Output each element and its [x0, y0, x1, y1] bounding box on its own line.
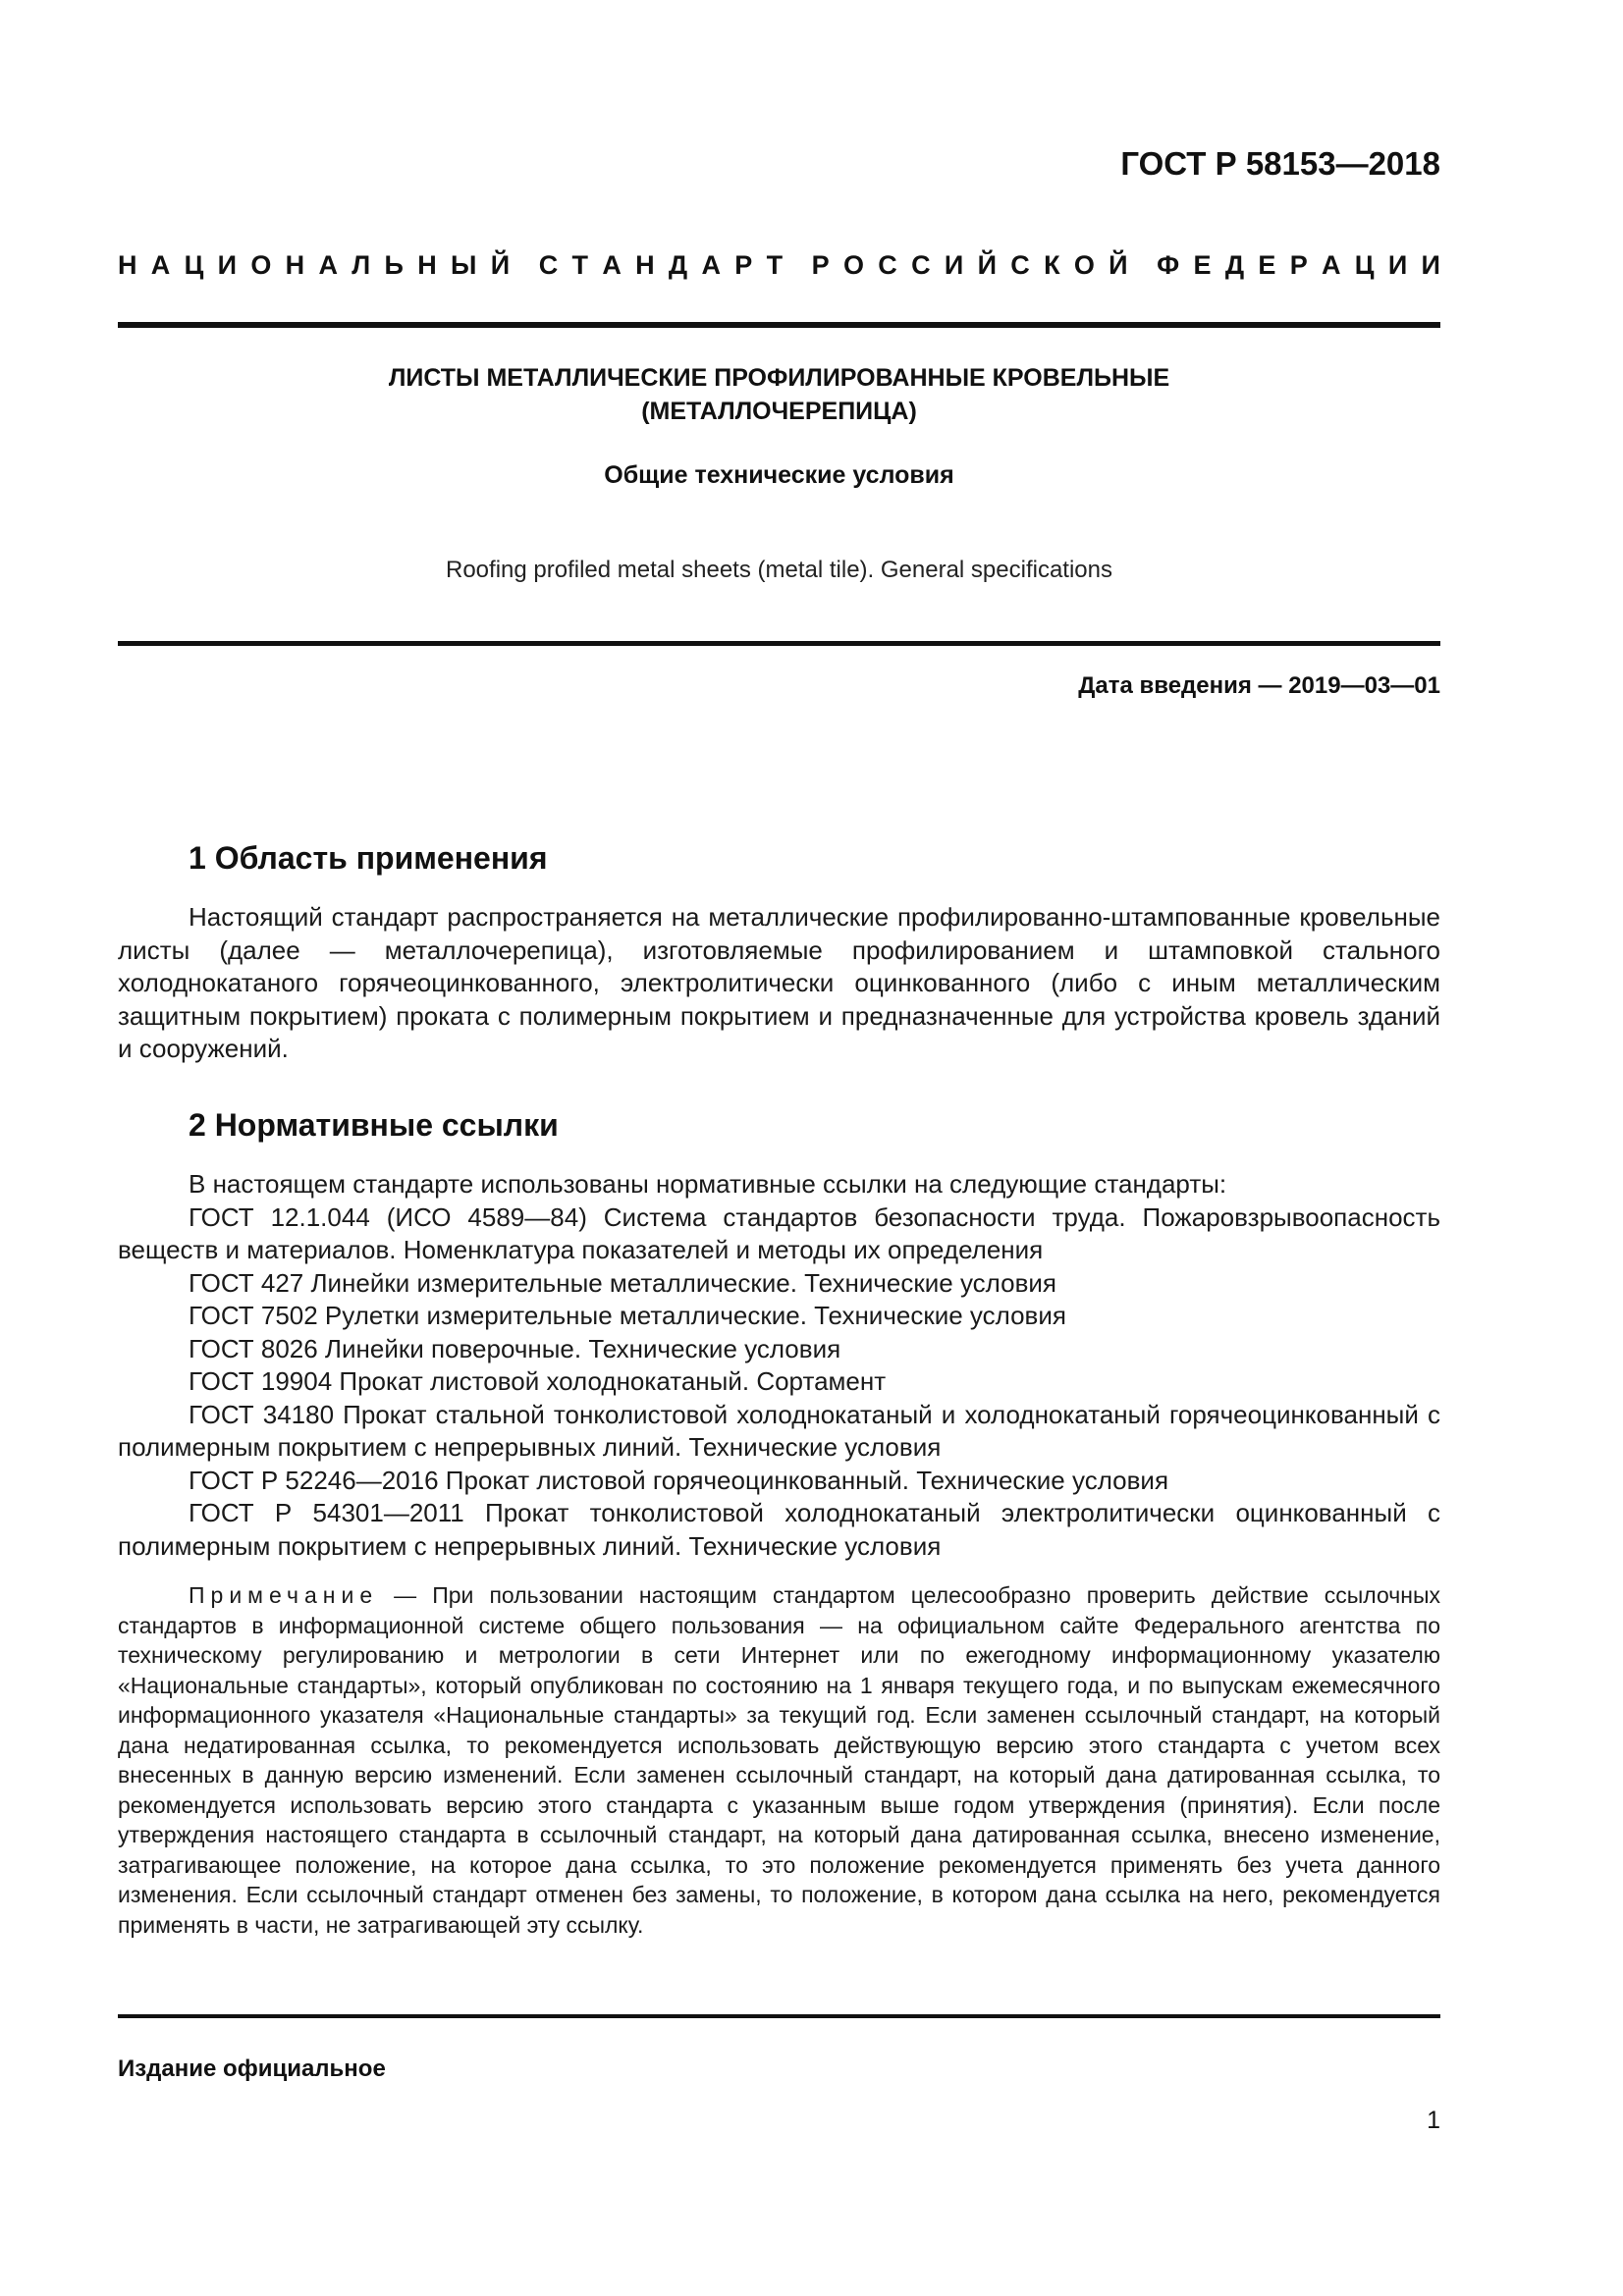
banner-letter: О — [250, 250, 272, 280]
banner-letter: Н — [285, 250, 305, 280]
banner-letter: Е — [1193, 250, 1212, 280]
banner-word-gap — [796, 250, 797, 281]
banner-letter: Ы — [450, 250, 477, 280]
document-page — [118, 0, 1440, 2296]
section-1-heading: 1 Область применения — [189, 840, 548, 876]
banner-word-gap — [1142, 250, 1143, 281]
banner-letter: Р — [1289, 250, 1308, 280]
banner-letter: Ь — [384, 250, 404, 280]
banner-letter: Ф — [1157, 250, 1180, 280]
section-2-paragraph: В настоящем стандарте использованы нормативные ссылки на следующие стандарты: — [189, 1169, 1227, 1199]
document-title — [118, 361, 1440, 428]
edition-label: Издание официальное — [118, 2056, 386, 2082]
banner-letter: Т — [571, 250, 589, 280]
section-2-heading: 2 Нормативные ссылки — [189, 1107, 559, 1143]
reference-item: ГОСТ 7502 Рулетки измерительные металлические. Технические условия — [189, 1301, 1066, 1330]
banner-letter: И — [944, 250, 964, 280]
banner-letter: Ц — [184, 250, 204, 280]
banner-letter: Т — [766, 250, 784, 280]
section-1-paragraph: Настоящий стандарт распространяется на металлические профилированно-штампованные кровельные листы (далее — металлочерепица), изготовляемые профилированием и штамповкой стального холоднокатаного горячеоцинкованного, электролитически оцинкованного (либо с иным металлическим защитным покрытием) проката с полимерным покрытием и предназначенные для устройства кровель зданий и сооружений. — [118, 902, 1440, 1063]
english-title: Roofing profiled metal sheets (metal tile). General specifications — [446, 557, 1112, 583]
reference-item: ГОСТ 427 Линейки измерительные металлические. Технические условия — [189, 1267, 1056, 1298]
banner-letter: Д — [1224, 250, 1245, 280]
note-block — [118, 1580, 1440, 1940]
document-subtitle: Общие технические условия — [604, 461, 954, 489]
banner-letter: И — [217, 250, 238, 280]
banner-letter: С — [538, 250, 559, 280]
banner-letter: Л — [352, 250, 371, 280]
reference-item: ГОСТ 8026 Линейки поверочные. Технические условия — [189, 1333, 841, 1363]
banner-letter: Н — [635, 250, 655, 280]
reference-item: ГОСТ 12.1.044 (ИСО 4589—84) Система стандартов безопасности труда. Пожаровзрывоопасность веществ и материалов. Номенклатура показателей и методы их определения — [118, 1201, 1440, 1264]
document-code: ГОСТ Р 58153—2018 — [1120, 145, 1440, 182]
reference-item: ГОСТ Р 54301—2011 Прокат тонколистовой холоднокатаный электролитически оцинкованный с полимерным покрытием с непрерывных линий. Технические условия — [118, 1498, 1440, 1561]
note-paragraph — [118, 1580, 1440, 1940]
banner-word-gap — [523, 250, 524, 281]
banner-letter: Й — [977, 250, 997, 280]
reference-item: ГОСТ Р 52246—2016 Прокат листовой горячеоцинкованный. Технические условия — [189, 1465, 1169, 1495]
banner-letter: Д — [668, 250, 688, 280]
banner-letter: К — [1044, 250, 1060, 280]
banner-letter: Н — [118, 250, 137, 280]
banner-letter: Р — [734, 250, 753, 280]
banner-letter: Н — [417, 250, 437, 280]
banner-letter: А — [701, 250, 721, 280]
banner-letter: С — [911, 250, 931, 280]
banner-letter: Е — [1258, 250, 1276, 280]
section-1-body — [118, 901, 1440, 1066]
banner-letter: С — [878, 250, 897, 280]
reference-item: ГОСТ 34180 Прокат стальной тонколистовой холоднокатаный и холоднокатаный горячеоцинкованный с полимерным покрытием с непрерывных линий. Технические условия — [118, 1399, 1440, 1462]
title-line-2: (МЕТАЛЛОЧЕРЕПИЦА) — [641, 398, 917, 425]
banner-letter: Р — [811, 250, 830, 280]
banner-letter: Й — [1109, 250, 1128, 280]
banner-letter: О — [842, 250, 864, 280]
introduction-date: Дата введения — 2019—03—01 — [1078, 672, 1440, 699]
title-rule — [118, 641, 1440, 646]
banner-letter: С — [1010, 250, 1030, 280]
page-number: 1 — [1427, 2107, 1440, 2134]
banner-letter: А — [150, 250, 171, 280]
title-line-1: ЛИСТЫ МЕТАЛЛИЧЕСКИЕ ПРОФИЛИРОВАННЫЕ КРОВЕЛЬНЫЕ — [388, 364, 1170, 392]
note-text: — При пользовании настоящим стандартом целесообразно проверить действие ссылочных стандартов в информационной системе общего пользования — на официальном сайте Федерального агентства по техническому регулированию и метрологии в сети Интернет или по ежегодному информационному указателю «Национальные стандарты», который опубликован по состоянию на 1 января текущего года, и по выпускам ежемесячного информационного указателя «Национальные стандарты» за текущий год. Если заменен ссылочный стандарт, на который дана недатированная ссылка, то рекомендуется использовать действующую версию этого стандарта с учетом всех внесенных в данную версию изменений. Если заменен ссылочный стандарт, на который дана датированная ссылка, то рекомендуется использовать версию этого стандарта с указанным выше годом утверждения (принятия). Если после утверждения настоящего стандарта в ссылочный стандарт, на который дана датированная ссылка, внесено изменение, затрагивающее положение, на которое дана ссылка, то это положение рекомендуется применять без учета данного изменения. Если ссылочный стандарт отменен без замены, то положение, в котором дана ссылка на него, рекомендуется применять в части, не затрагивающей эту ссылку. — [118, 1582, 1440, 1938]
banner-letter: И — [1421, 250, 1440, 280]
header-rule — [118, 322, 1440, 328]
banner-letter: А — [318, 250, 338, 280]
banner-letter: Й — [490, 250, 511, 280]
banner-letter: А — [1322, 250, 1341, 280]
footer-rule — [118, 2014, 1440, 2018]
reference-item: ГОСТ 19904 Прокат листовой холоднокатаный. Сортамент — [189, 1366, 887, 1396]
section-2-body — [118, 1168, 1440, 1563]
banner-letter: А — [602, 250, 622, 280]
banner-letter: Ц — [1354, 250, 1375, 280]
national-standard-banner — [118, 250, 1440, 281]
banner-letter: О — [1073, 250, 1095, 280]
banner-letter: И — [1387, 250, 1408, 280]
note-label: Примечание — [189, 1582, 379, 1608]
